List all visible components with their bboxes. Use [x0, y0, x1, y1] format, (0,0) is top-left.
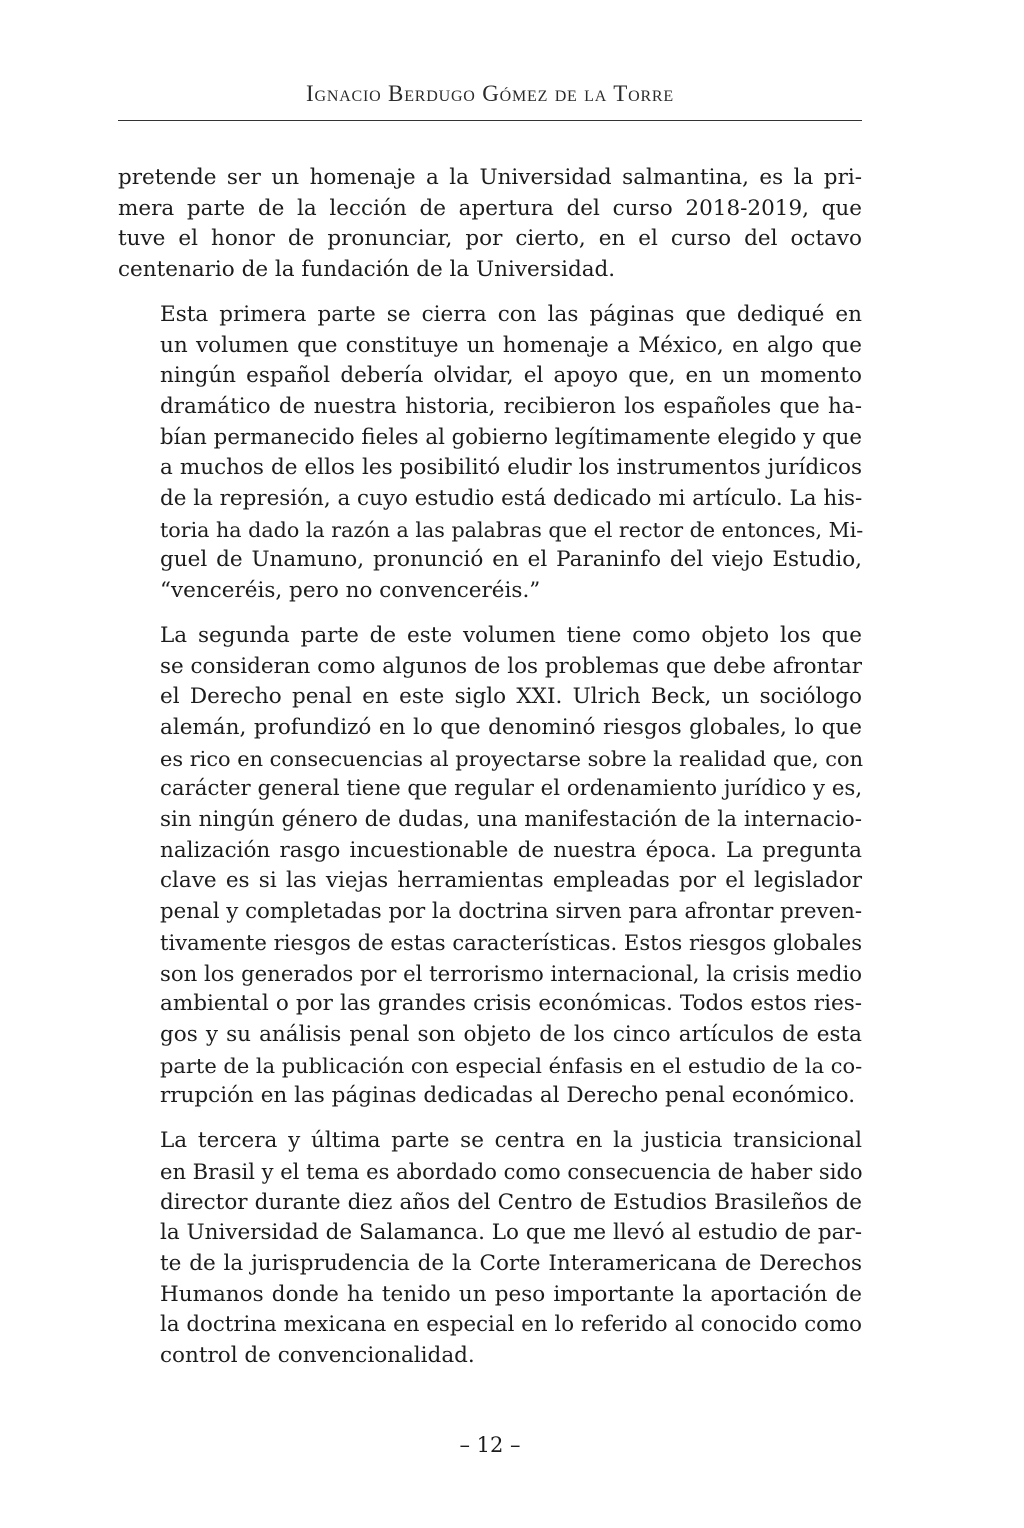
- page-number: – 12 –: [459, 1433, 521, 1457]
- text-line: tivamente riesgos de estas características. Estos riesgos globales: [160, 929, 863, 955]
- header-rule: [118, 120, 862, 121]
- text-line: se consideran como algunos de los problemas que debe afrontar: [160, 653, 862, 679]
- text-line: control de convencionalidad.: [160, 1343, 475, 1369]
- text-line: centenario de la fundación de la Universidad.: [118, 257, 616, 283]
- text-line: pretende ser un homenaje a la Universidad salmantina, es la pri-: [118, 165, 862, 190]
- text-line: en Brasil y el tema es abordado como consecuencia de haber sido: [160, 1158, 863, 1184]
- text-line: gos y su análisis penal son objeto de los cinco artículos de esta: [160, 1021, 862, 1047]
- paragraph-2: [118, 300, 862, 607]
- text-line: sin ningún género de dudas, una manifestación de la internacio-: [160, 807, 862, 833]
- text-line: carácter general tiene que regular el ordenamiento jurídico y es,: [160, 776, 863, 802]
- text-line: de la represión, a cuyo estudio está dedicado mi artículo. La his-: [160, 486, 863, 512]
- text-line: guel de Unamuno, pronunció en el Paraninfo del viejo Estudio,: [160, 547, 862, 573]
- text-line: ningún español debería olvidar, el apoyo que, en un momento: [160, 363, 862, 389]
- text-line: la Universidad de Salamanca. Lo que me llevó al estudio de par-: [160, 1220, 862, 1246]
- text-line: dramático de nuestra historia, recibieron los españoles que ha-: [160, 393, 862, 419]
- text-line: son los generados por el terrorismo internacional, la crisis medio: [160, 960, 862, 986]
- text-line: La tercera y última parte se centra en la justicia transicional: [160, 1128, 862, 1154]
- body-text: [118, 163, 862, 1372]
- text-line: Humanos donde ha tenido un peso importante la aportación de: [160, 1281, 862, 1307]
- paragraph-4: [118, 1126, 862, 1372]
- text-line: te de la jurisprudencia de la Corte Interamericana de Derechos: [160, 1250, 862, 1276]
- text-line: alemán, profundizó en lo que denominó riesgos globales, lo que: [160, 714, 862, 740]
- text-line: el Derecho penal en este siglo XXI. Ulrich Beck, un sociólogo: [160, 684, 862, 710]
- text-line: rrupción en las páginas dedicadas al Derecho penal económico.: [160, 1083, 856, 1109]
- text-line: ambiental o por las grandes crisis económicas. Todos estos ries-: [160, 991, 862, 1017]
- text-line: a muchos de ellos les posibilitó eludir los instrumentos jurídicos: [160, 455, 862, 481]
- text-line: la doctrina mexicana en especial en lo referido al conocido como: [160, 1312, 862, 1338]
- paragraph-3: [118, 621, 862, 1112]
- book-page: [118, 0, 862, 1528]
- text-line: un volumen que constituye un homenaje a México, en algo que: [160, 332, 862, 358]
- text-line: Esta primera parte se cierra con las páginas que dediqué en: [160, 301, 862, 327]
- text-line: La segunda parte de este volumen tiene como objeto los que: [160, 622, 862, 648]
- text-line: mera parte de la lección de apertura del curso 2018-2019, que: [118, 195, 862, 221]
- text-line: toria ha dado la razón a las palabras que el rector de entonces, Mi-: [160, 517, 864, 542]
- text-line: “venceréis, pero no convenceréis.”: [160, 578, 541, 604]
- text-line: penal y completadas por la doctrina sirven para afrontar preven-: [160, 899, 863, 925]
- text-line: nalización rasgo incuestionable de nuestra época. La pregunta: [160, 837, 862, 863]
- text-line: tuve el honor de pronunciar, por cierto, en el curso del octavo: [118, 226, 862, 252]
- text-line: clave es si las viejas herramientas empleadas por el legislador: [160, 868, 862, 894]
- text-line: parte de la publicación con especial énfasis en el estudio de la co-: [160, 1053, 863, 1078]
- running-head-author: Ignacio Berdugo Gómez de la Torre: [306, 81, 674, 106]
- paragraph-1: [118, 163, 862, 286]
- text-line: bían permanecido fieles al gobierno legítimamente elegido y que: [160, 424, 862, 450]
- text-line: es rico en consecuencias al proyectarse sobre la realidad que, con: [160, 746, 864, 771]
- text-line: director durante diez años del Centro de Estudios Brasileños de: [160, 1189, 862, 1215]
